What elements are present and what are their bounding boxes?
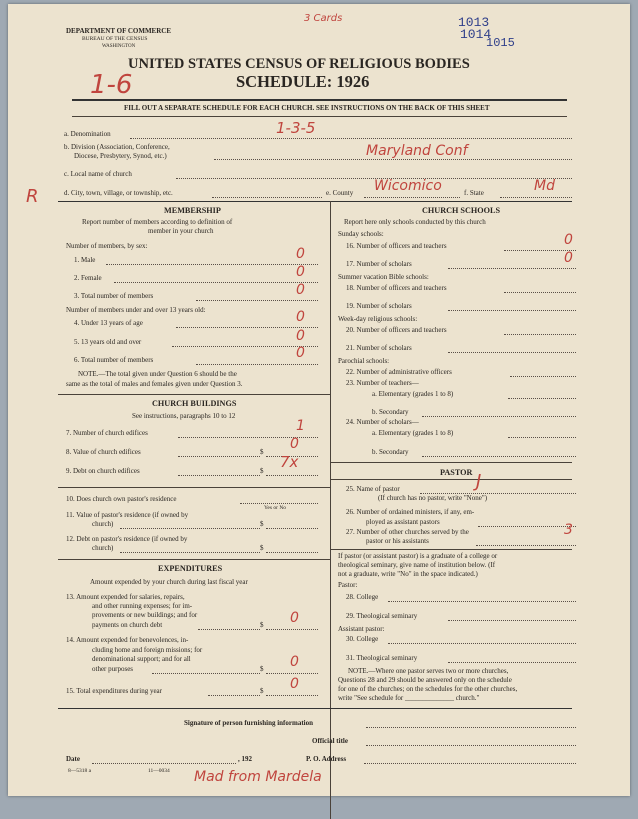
q14-label-b: cluding home and foreign missions; for <box>92 646 203 654</box>
expenditures-title: EXPENDITURES <box>158 564 223 573</box>
value-division: Maryland Conf <box>366 143 468 159</box>
grad-text-1: If pastor (or assistant pastor) is a graduate of a college or <box>338 552 498 560</box>
label-division-1: b. Division (Association, Conference, <box>64 143 170 151</box>
handwritten-note: Mad from Mardela <box>194 769 322 785</box>
membership-title: MEMBERSHIP <box>164 206 221 215</box>
schools-title: CHURCH SCHOOLS <box>422 206 501 215</box>
q11-label-b: church) <box>92 520 114 528</box>
census-schedule-page <box>8 4 630 796</box>
q17-label: 17. Number of scholars <box>346 260 412 268</box>
q22-label: 22. Number of administrative officers <box>346 368 452 376</box>
q2-label: 2. Female <box>74 274 102 282</box>
summer-schools: Summer vacation Bible schools: <box>338 273 429 281</box>
under-over: Number of members under and over 13 years old: <box>66 306 206 314</box>
q13-label-c: provements or new buildings; and for <box>92 611 198 619</box>
q8-value: 0 <box>290 436 299 452</box>
q25-note: (If church has no pastor, write "None") <box>378 494 488 502</box>
q30-label: 30. College <box>346 635 379 643</box>
pastor-title: PASTOR <box>440 468 473 477</box>
q4-value: 0 <box>296 309 305 325</box>
yes-no: Yes or No <box>264 505 287 511</box>
q21-label: 21. Number of scholars <box>346 344 412 352</box>
mark-1-6: 1-6 <box>90 70 133 100</box>
stamp-1015: 1015 <box>486 36 515 50</box>
q24-label: 24. Number of scholars— <box>346 418 419 426</box>
value-state: Md <box>534 178 555 194</box>
q25-value: J <box>476 471 482 492</box>
q8-label: 8. Value of church edifices <box>66 448 141 456</box>
grad-text-3: not a graduate, write "No" in the space indicated.) <box>338 570 478 578</box>
buildings-sub: See instructions, paragraphs 10 to 12 <box>132 412 236 420</box>
weekday-schools: Week-day religious schools: <box>338 315 418 323</box>
q9-value: 7x <box>280 453 299 471</box>
sunday-schools: Sunday schools: <box>338 230 384 238</box>
q31-label: 31. Theological seminary <box>346 654 418 662</box>
schedule-title: SCHEDULE: 1926 <box>236 72 370 91</box>
q27-label-b: pastor or his assistants <box>366 537 429 545</box>
q13-value: 0 <box>290 610 299 626</box>
q27-label-a: 27. Number of other churches served by the <box>346 528 469 536</box>
q2-value: 0 <box>296 264 305 280</box>
q27-value: 3 <box>564 522 573 538</box>
assistant-label: Assistant pastor: <box>338 625 385 633</box>
year-label: , 192 <box>238 755 252 763</box>
q29-label: 29. Theological seminary <box>346 612 418 620</box>
schools-sub: Report here only schools conducted by this church <box>344 218 486 226</box>
q13-label-d: payments on church debt <box>92 621 163 629</box>
q1-label: 1. Male <box>74 256 96 264</box>
po-address-label: P. O. Address <box>306 755 347 763</box>
pastor-note-1: NOTE.—Where one pastor serves two or more churches, <box>348 667 509 675</box>
q15-label: 15. Total expenditures during year <box>66 687 162 695</box>
membership-note-2: same as the total of males and females given under Question 3. <box>66 380 243 388</box>
q24a-label: a. Elementary (grades 1 to 8) <box>372 429 454 437</box>
q16-label: 16. Number of officers and teachers <box>346 242 447 250</box>
q6-label: 6. Total number of members <box>74 356 154 364</box>
q17-value: 0 <box>564 250 573 266</box>
signature-label: Signature of person furnishing information <box>184 719 313 727</box>
pastor-note-3: for one of the churches; on the schedules for the other churches, <box>338 685 518 693</box>
q7-value: 1 <box>296 418 305 434</box>
pastor-label: Pastor: <box>338 581 358 589</box>
q13-label-b: and other running expenses; for im- <box>92 602 193 610</box>
q24b-label: b. Secondary <box>372 448 409 456</box>
instruction: FILL OUT A SEPARATE SCHEDULE FOR EACH CHURCH. SEE INSTRUCTIONS ON THE BACK OF THIS SHEET <box>124 104 490 112</box>
value-county: Wicomico <box>374 178 442 194</box>
by-sex: Number of members, by sex: <box>66 242 148 250</box>
q23a-label: a. Elementary (grades 1 to 8) <box>372 390 454 398</box>
pastor-note-4: write "See schedule for ______________ church." <box>338 694 480 702</box>
q11-label-a: 11. Value of pastor's residence (if owned by <box>66 511 189 519</box>
bureau: BUREAU OF THE CENSUS <box>82 36 148 42</box>
q13-dollar: $ <box>260 621 264 629</box>
q16-value: 0 <box>564 232 573 248</box>
label-division-2: Diocese, Presbytery, Synod, etc.) <box>74 152 167 160</box>
label-denomination: a. Denomination <box>64 130 111 138</box>
membership-note-1: NOTE.—The total given under Question 6 should be the <box>78 370 237 378</box>
q23-label: 23. Number of teachers— <box>346 379 419 387</box>
official-title-label: Official title <box>312 737 348 745</box>
city: WASHINGTON <box>102 44 136 49</box>
membership-sub-2: member in your church <box>148 227 214 235</box>
stamp-1013: 1013 <box>458 15 490 30</box>
q9-dollar: $ <box>260 467 264 475</box>
date-label: Date <box>66 755 80 763</box>
q10-label: 10. Does church own pastor's residence <box>66 495 177 503</box>
membership-sub-1: Report number of members according to definition of <box>82 218 233 226</box>
q25-label: 25. Name of pastor <box>346 485 400 493</box>
q5-value: 0 <box>296 328 305 344</box>
q20-label: 20. Number of officers and teachers <box>346 326 447 334</box>
q13-label-a: 13. Amount expended for salaries, repairs, <box>66 593 185 601</box>
q12-dollar: $ <box>260 544 264 552</box>
q19-label: 19. Number of scholars <box>346 302 412 310</box>
q14-value: 0 <box>290 654 299 670</box>
label-state: f. State <box>464 189 484 197</box>
q26-label-b: ployed as assistant pastors <box>366 518 440 526</box>
q8-dollar: $ <box>260 448 264 456</box>
q3-value: 0 <box>296 282 305 298</box>
q3-label: 3. Total number of members <box>74 292 154 300</box>
q14-label-a: 14. Amount expended for benevolences, in- <box>66 636 189 644</box>
q28-label: 28. College <box>346 593 379 601</box>
label-local-name: c. Local name of church <box>64 170 132 178</box>
q1-value: 0 <box>296 246 305 262</box>
q12-label-b: church) <box>92 544 114 552</box>
q18-label: 18. Number of officers and teachers <box>346 284 447 292</box>
q14-label-c: denominational support; and for all <box>92 655 191 663</box>
mark-r: R <box>26 186 39 207</box>
q6-value: 0 <box>296 345 305 361</box>
form-title: UNITED STATES CENSUS OF RELIGIOUS BODIES <box>128 56 470 72</box>
parochial-schools: Parochial schools: <box>338 357 390 365</box>
q15-dollar: $ <box>260 687 264 695</box>
value-denomination: 1-3-5 <box>276 119 316 137</box>
expenditures-sub: Amount expended by your church during last fiscal year <box>90 578 248 586</box>
cards-note: 3 Cards <box>304 13 343 24</box>
q12-label-a: 12. Debt on pastor's residence (if owned by <box>66 535 188 543</box>
form-number-2: 11—0034 <box>148 768 170 774</box>
q15-value: 0 <box>290 676 299 692</box>
q11-dollar: $ <box>260 520 264 528</box>
stamp-1014: 1014 <box>460 27 492 42</box>
q4-label: 4. Under 13 years of age <box>74 319 143 327</box>
form-number-1: 8—5318 a <box>68 768 92 774</box>
q5-label: 5. 13 years old and over <box>74 338 142 346</box>
q23b-label: b. Secondary <box>372 408 409 416</box>
grad-text-2: theological seminary, give name of institution below. (If <box>338 561 496 569</box>
q9-label: 9. Debt on church edifices <box>66 467 140 475</box>
q26-label-a: 26. Number of ordained ministers, if any, em- <box>346 508 475 516</box>
q7-label: 7. Number of church edifices <box>66 429 148 437</box>
buildings-title: CHURCH BUILDINGS <box>152 399 237 408</box>
q14-dollar: $ <box>260 665 264 673</box>
q14-label-d: other purposes <box>92 665 134 673</box>
department: DEPARTMENT OF COMMERCE <box>66 27 172 35</box>
label-city: d. City, town, village, or township, etc. <box>64 189 173 197</box>
label-county: e. County <box>326 189 354 197</box>
pastor-note-2: Questions 28 and 29 should be answered only on the schedule <box>338 676 512 684</box>
